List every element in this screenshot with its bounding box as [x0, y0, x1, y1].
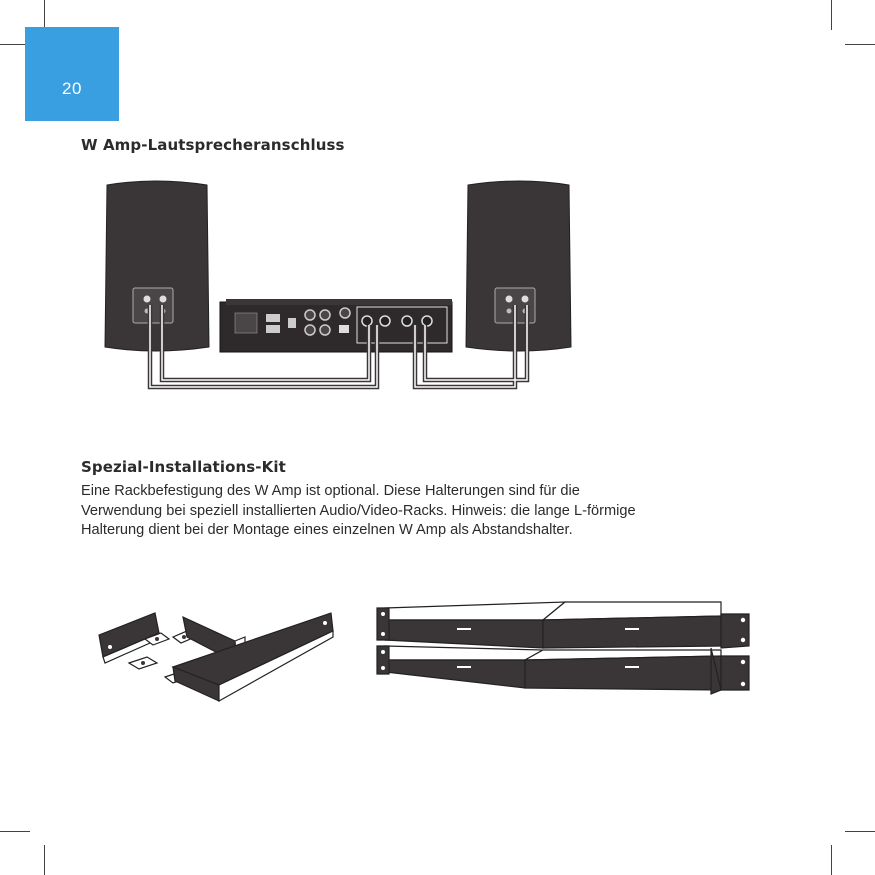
- crop-mark: [44, 845, 45, 875]
- description-line: Eine Rackbefestigung des W Amp ist optional. Diese Halterungen sind für die: [81, 483, 580, 499]
- installation-kit-description: [81, 482, 721, 541]
- section-title-speaker-connection: W Amp-Lautsprecheranschluss: [81, 136, 345, 154]
- crop-mark: [44, 0, 45, 30]
- rack-bracket-kit: [95, 605, 340, 705]
- section-title-installation-kit: Spezial-Installations-Kit: [81, 458, 286, 476]
- page-number: 20: [62, 79, 82, 98]
- crop-mark: [845, 831, 875, 832]
- page-number-tab: [25, 27, 119, 121]
- rack-mounted-amps: [375, 590, 755, 705]
- description-line: Verwendung bei speziell installierten Audio/Video-Racks. Hinweis: die lange L-förmige: [81, 502, 636, 519]
- crop-mark: [831, 0, 832, 30]
- right-speaker: [466, 181, 571, 351]
- description-line: Halterung dient bei der Montage eines einzelnen W Amp als Abstandshalter.: [81, 522, 573, 538]
- crop-mark: [831, 845, 832, 875]
- left-speaker: [105, 181, 209, 351]
- crop-mark: [845, 44, 875, 45]
- crop-mark: [0, 831, 30, 832]
- speaker-connection-diagram: [95, 175, 585, 395]
